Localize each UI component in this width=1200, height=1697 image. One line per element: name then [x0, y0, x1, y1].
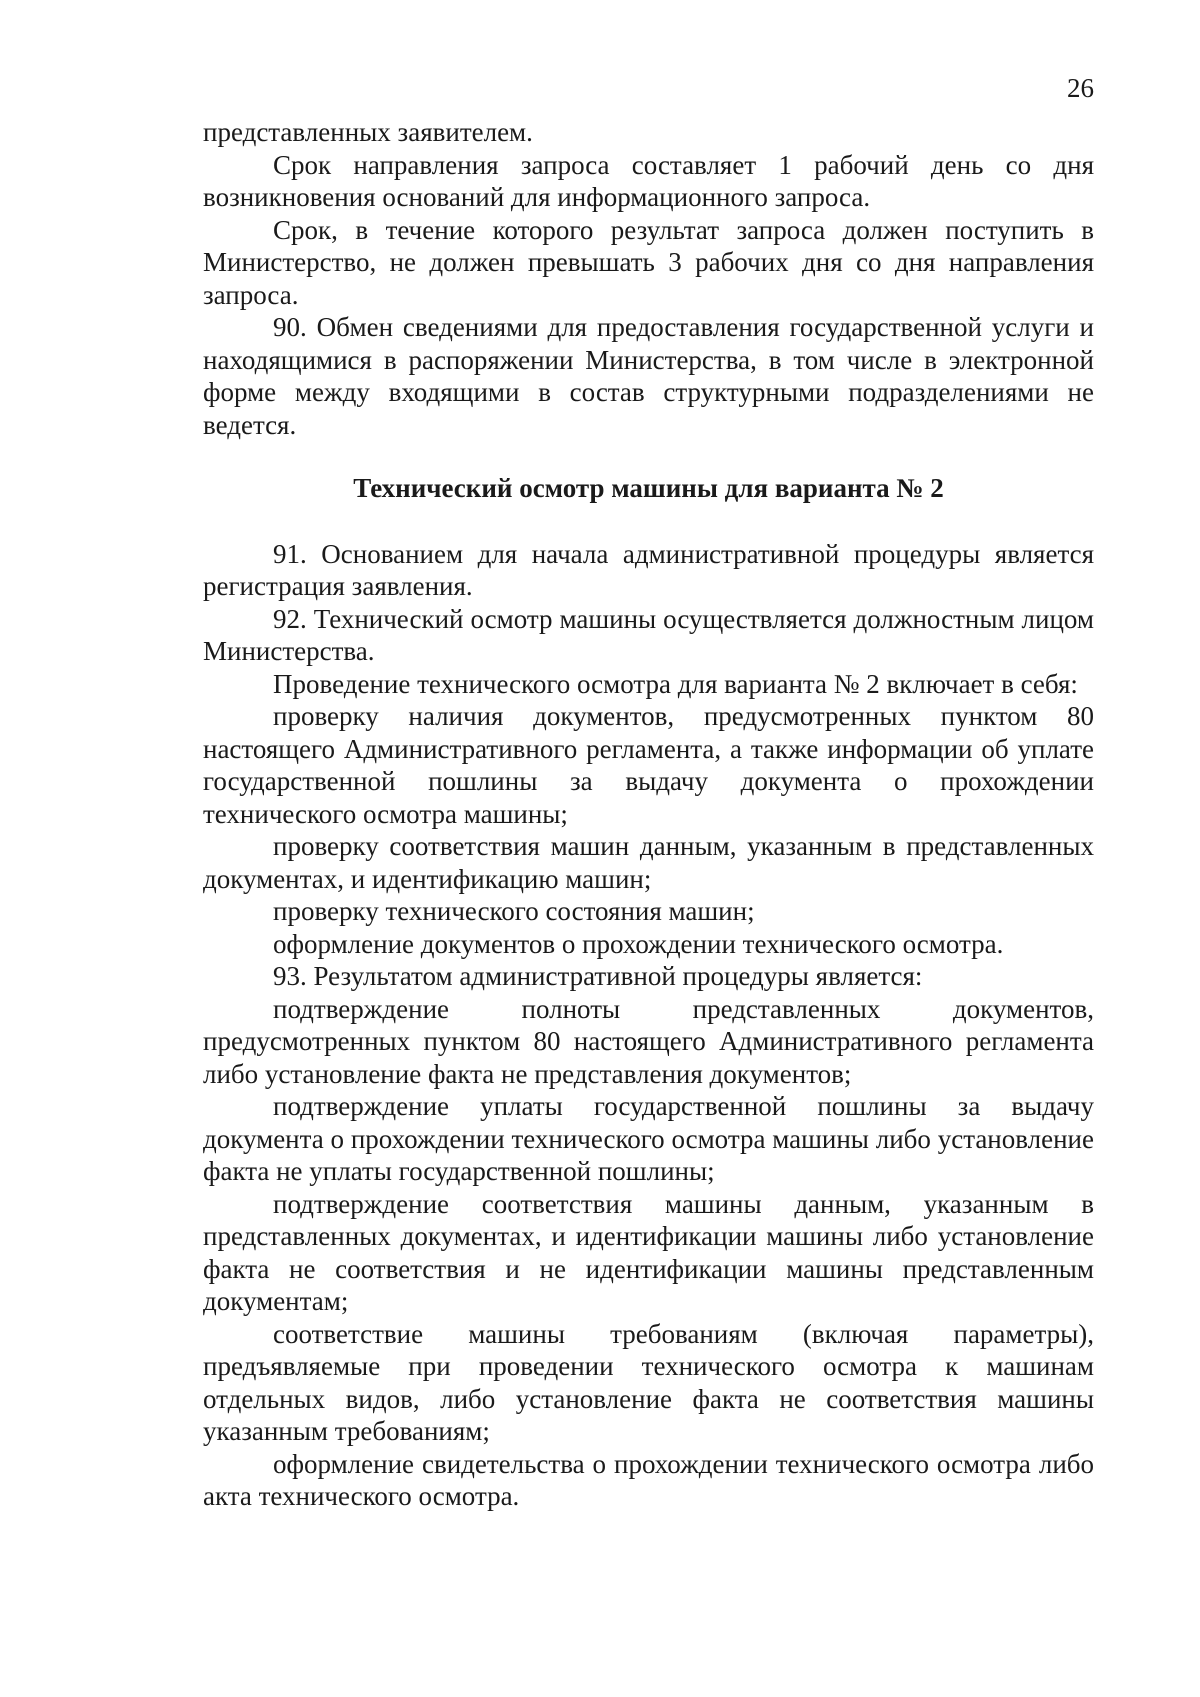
paragraph: подтверждение соответствия машины данным, указанным в представленных документах, и идентификации машины либо установление факта не соответствия и не идентификации машины представленным документам;	[203, 1188, 1094, 1316]
paragraph: 93. Результатом административной процедуры является:	[273, 961, 923, 991]
paragraph: проверку наличия документов, предусмотренных пунктом 80 настоящего Административного регламента, а также информации об уплате государственной пошлины за выдачу документа о прохождении технического осмотра машины;	[203, 701, 1094, 829]
paragraph: Проведение технического осмотра для варианта № 2 включает в себя:	[273, 668, 1078, 699]
paragraph: подтверждение уплаты государственной пошлины за выдачу документа о прохождении технического осмотра машины либо установление факта не уплаты государственной пошлины;	[203, 1091, 1094, 1186]
section-heading: Технический осмотр машины для варианта № 2	[353, 473, 944, 503]
document-body	[203, 116, 1094, 1513]
paragraph: Срок направления запроса составляет 1 рабочий день со дня возникновения оснований для информационного запроса.	[203, 149, 1094, 212]
paragraph: соответствие машины требованиям (включая параметры), предъявляемые при проведении технического осмотра к машинам отдельных видов, либо установление факта не соответствия машины указанным требованиям;	[203, 1318, 1094, 1446]
paragraph: проверку технического состояния машин;	[273, 896, 755, 926]
page-number: 26	[1067, 73, 1094, 103]
paragraph: подтверждение полноты представленных документов, предусмотренных пунктом 80 настоящего Административного регламента либо установление факта не представления документов;	[203, 993, 1094, 1089]
paragraph: Срок, в течение которого результат запроса должен поступить в Министерство, не должен превышать 3 рабочих дня со дня направления запроса.	[203, 214, 1094, 310]
paragraph: 91. Основанием для начала административной процедуры является регистрация заявления.	[203, 538, 1094, 601]
paragraph: проверку соответствия машин данным, указанным в представленных документах, и идентификацию машин;	[203, 831, 1094, 894]
paragraph: оформление документов о прохождении технического осмотра.	[273, 928, 1004, 959]
paragraph: представленных заявителем.	[203, 117, 533, 147]
paragraph: 92. Технический осмотр машины осуществляется должностным лицом Министерства.	[203, 603, 1094, 666]
paragraph: оформление свидетельства о прохождении технического осмотра либо акта технического осмотра.	[203, 1448, 1094, 1511]
paragraph: 90. Обмен сведениями для предоставления государственной услуги и находящимися в распоряжении Министерства, в том числе в электронной форме между входящими в состав структурными подразделениями не ведется.	[203, 312, 1094, 440]
